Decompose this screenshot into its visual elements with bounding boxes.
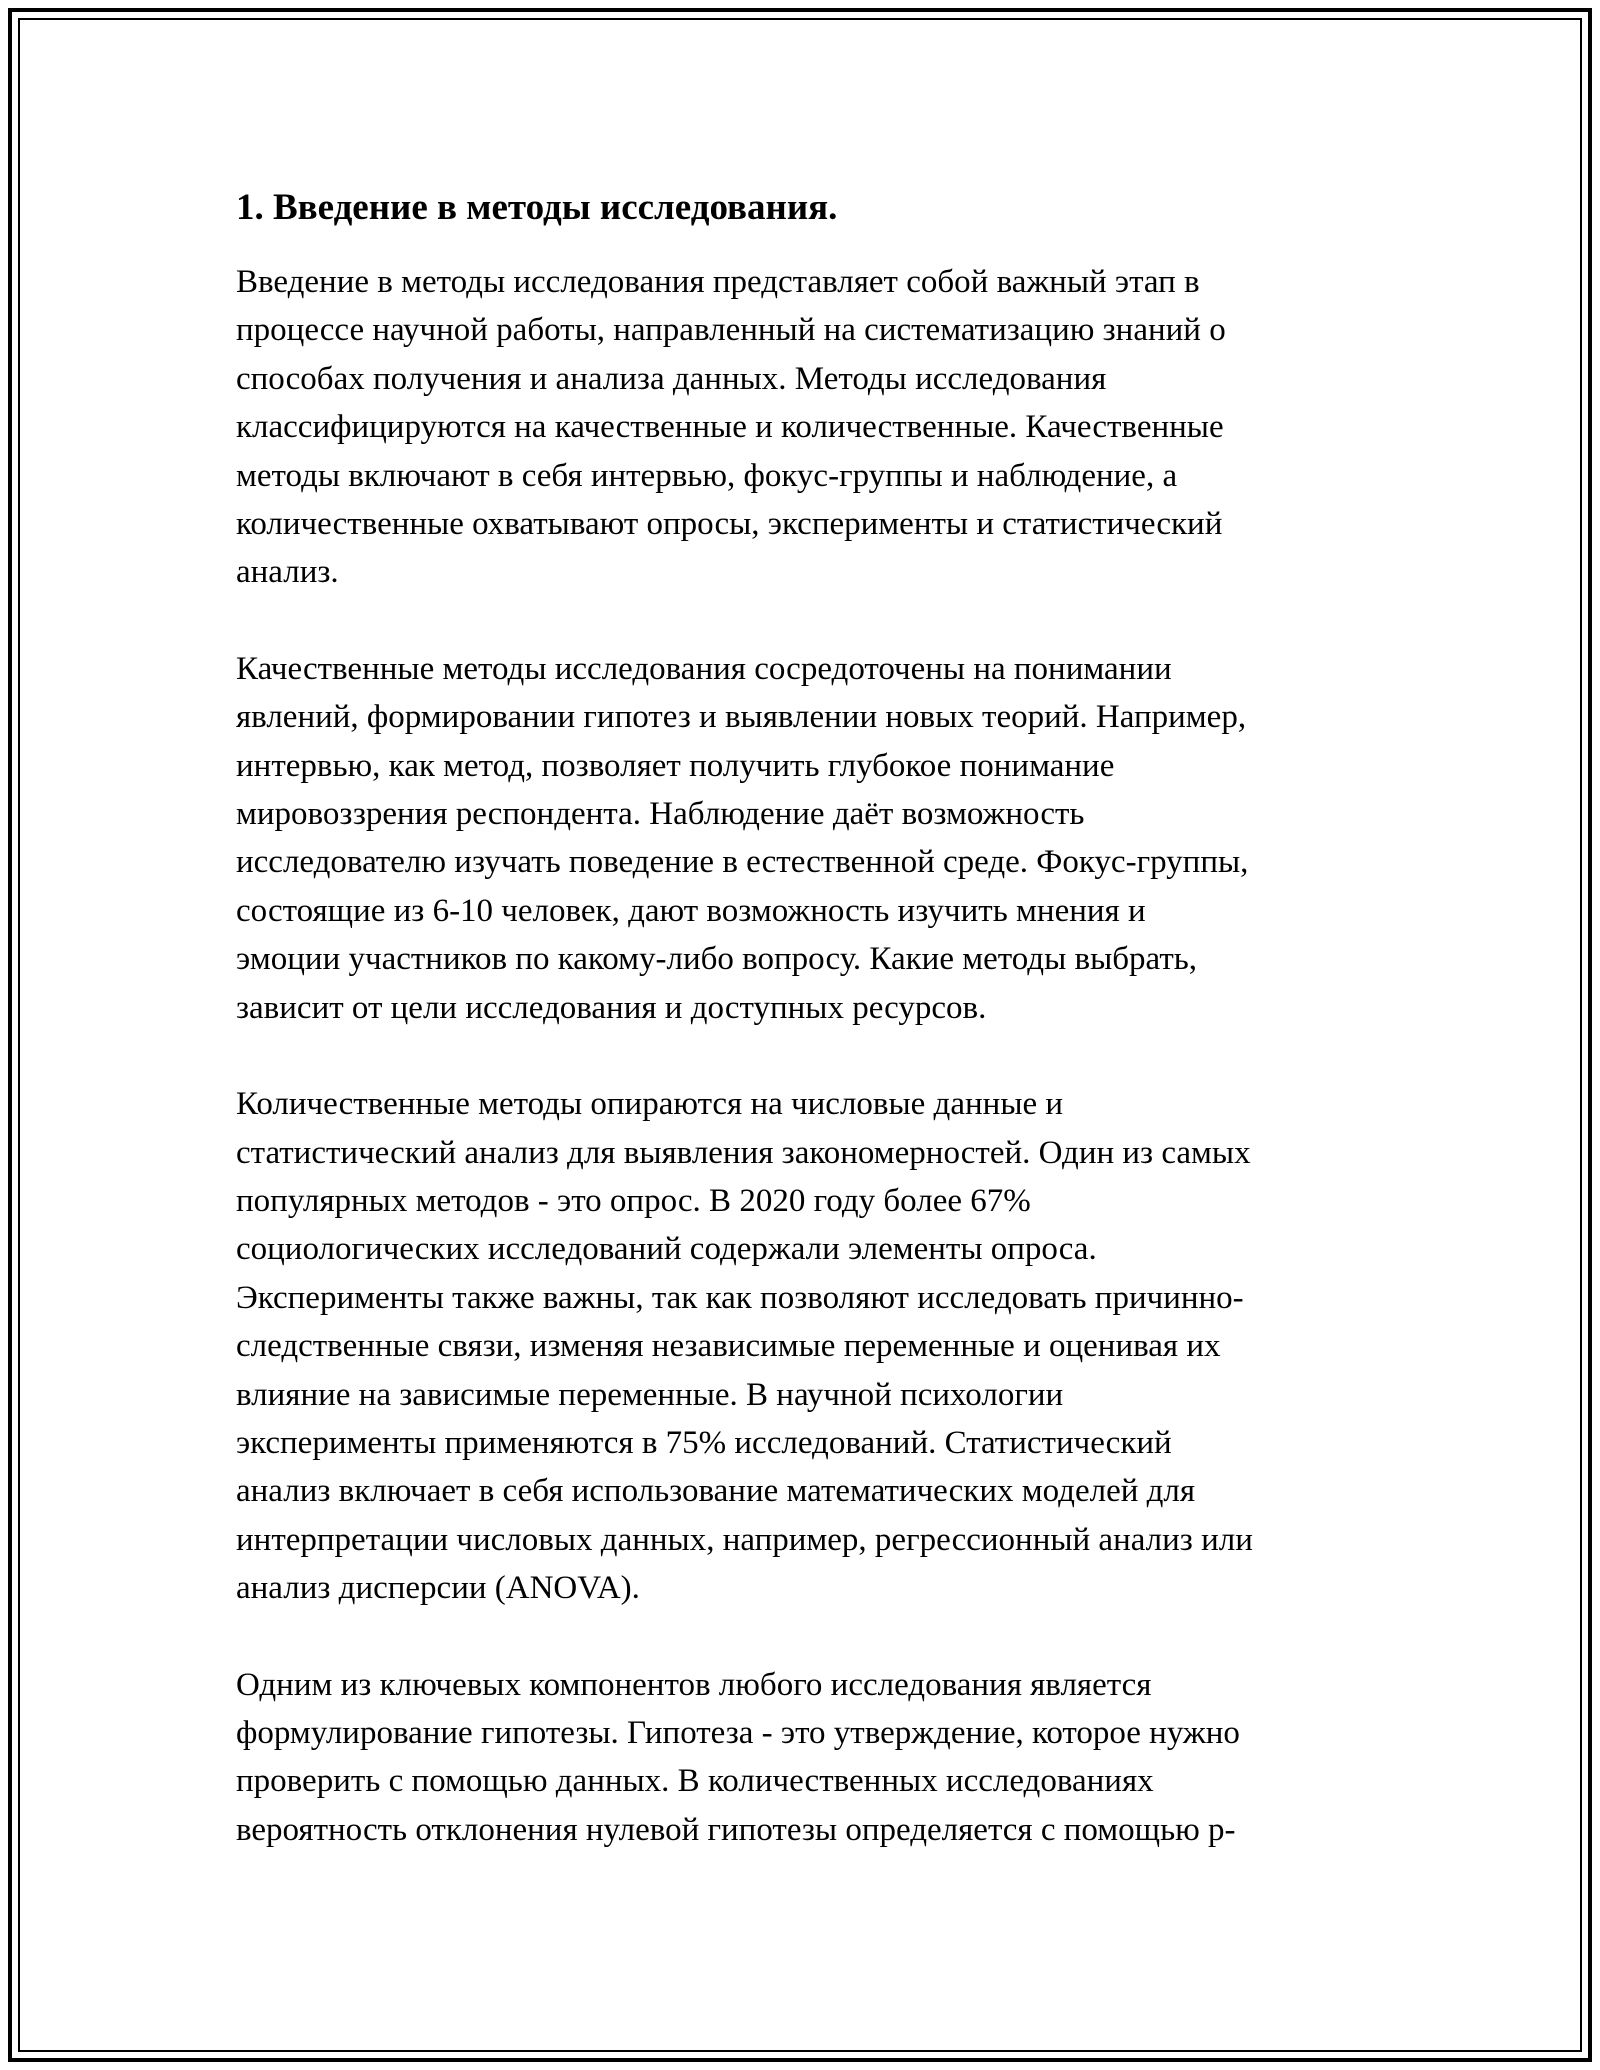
text-line: анализ включает в себя использование математических моделей для	[236, 1473, 1196, 1510]
text-line: исследователю изучать поведение в естественной среде. Фокус-группы,	[236, 844, 1249, 881]
text-line: Качественные методы исследования сосредоточены на понимании	[236, 650, 1172, 687]
text-line: эксперименты применяются в 75% исследований. Статистический	[236, 1424, 1172, 1461]
paragraph-quantitative	[236, 1080, 1372, 1612]
text-line: способах получения и анализа данных. Методы исследования	[236, 360, 1107, 397]
section-heading: 1. Введение в методы исследования.	[236, 187, 838, 228]
text-line: классифицируются на качественные и количественные. Качественные	[236, 409, 1224, 446]
text-line: социологических исследований содержали элементы опроса.	[236, 1231, 1097, 1268]
text-line: следственные связи, изменяя независимые переменные и оценивая их	[236, 1328, 1221, 1365]
text-line: анализ дисперсии (ANOVA).	[236, 1570, 640, 1607]
text-line: мировоззрения респондента. Наблюдение даёт возможность	[236, 796, 1085, 833]
text-line: популярных методов - это опрос. В 2020 году более 67%	[236, 1182, 1031, 1219]
text-line: Введение в методы исследования представляет собой важный этап в	[236, 264, 1200, 300]
text-line: статистический анализ для выявления закономерностей. Один из самых	[236, 1134, 1251, 1171]
text-line: методы включают в себя интервью, фокус-группы и наблюдение, а	[236, 457, 1178, 494]
text-line: анализ.	[236, 554, 339, 591]
text-line: Количественные методы опираются на числовые данные и	[236, 1086, 1064, 1123]
text-line: вероятность отклонения нулевой гипотезы определяется с помощью p-	[236, 1811, 1236, 1848]
text-line: явлений, формировании гипотез и выявлении новых теорий. Например,	[236, 699, 1247, 736]
text-line: интерпретации числовых данных, например, регрессионный анализ или	[236, 1521, 1253, 1558]
text-line: влияние на зависимые переменные. В научной психологии	[236, 1376, 1064, 1413]
paragraph-hypothesis	[236, 1661, 1372, 1855]
text-line: Одним из ключевых компонентов любого исследования является	[236, 1666, 1152, 1703]
text-line: эмоции участников по какому-либо вопросу. Какие методы выбрать,	[236, 941, 1198, 978]
text-line: количественные охватывают опросы, эксперименты и статистический	[236, 506, 1223, 543]
document-body	[236, 184, 1372, 1902]
text-line: процессе научной работы, направленный на систематизацию знаний о	[236, 312, 1226, 349]
paragraph-intro	[236, 258, 1372, 597]
text-line: Эксперименты также важны, так как позволяют исследовать причинно-	[236, 1279, 1244, 1316]
text-line: проверить с помощью данных. В количественных исследованиях	[236, 1763, 1154, 1800]
text-line: формулирование гипотезы. Гипотеза - это утверждение, которое нужно	[236, 1714, 1240, 1751]
text-line: зависит от цели исследования и доступных ресурсов.	[236, 989, 987, 1026]
text-line: интервью, как метод, позволяет получить глубокое понимание	[236, 747, 1115, 784]
text-line: состоящие из 6-10 человек, дают возможность изучить мнения и	[236, 892, 1146, 929]
paragraph-qualitative	[236, 645, 1372, 1032]
